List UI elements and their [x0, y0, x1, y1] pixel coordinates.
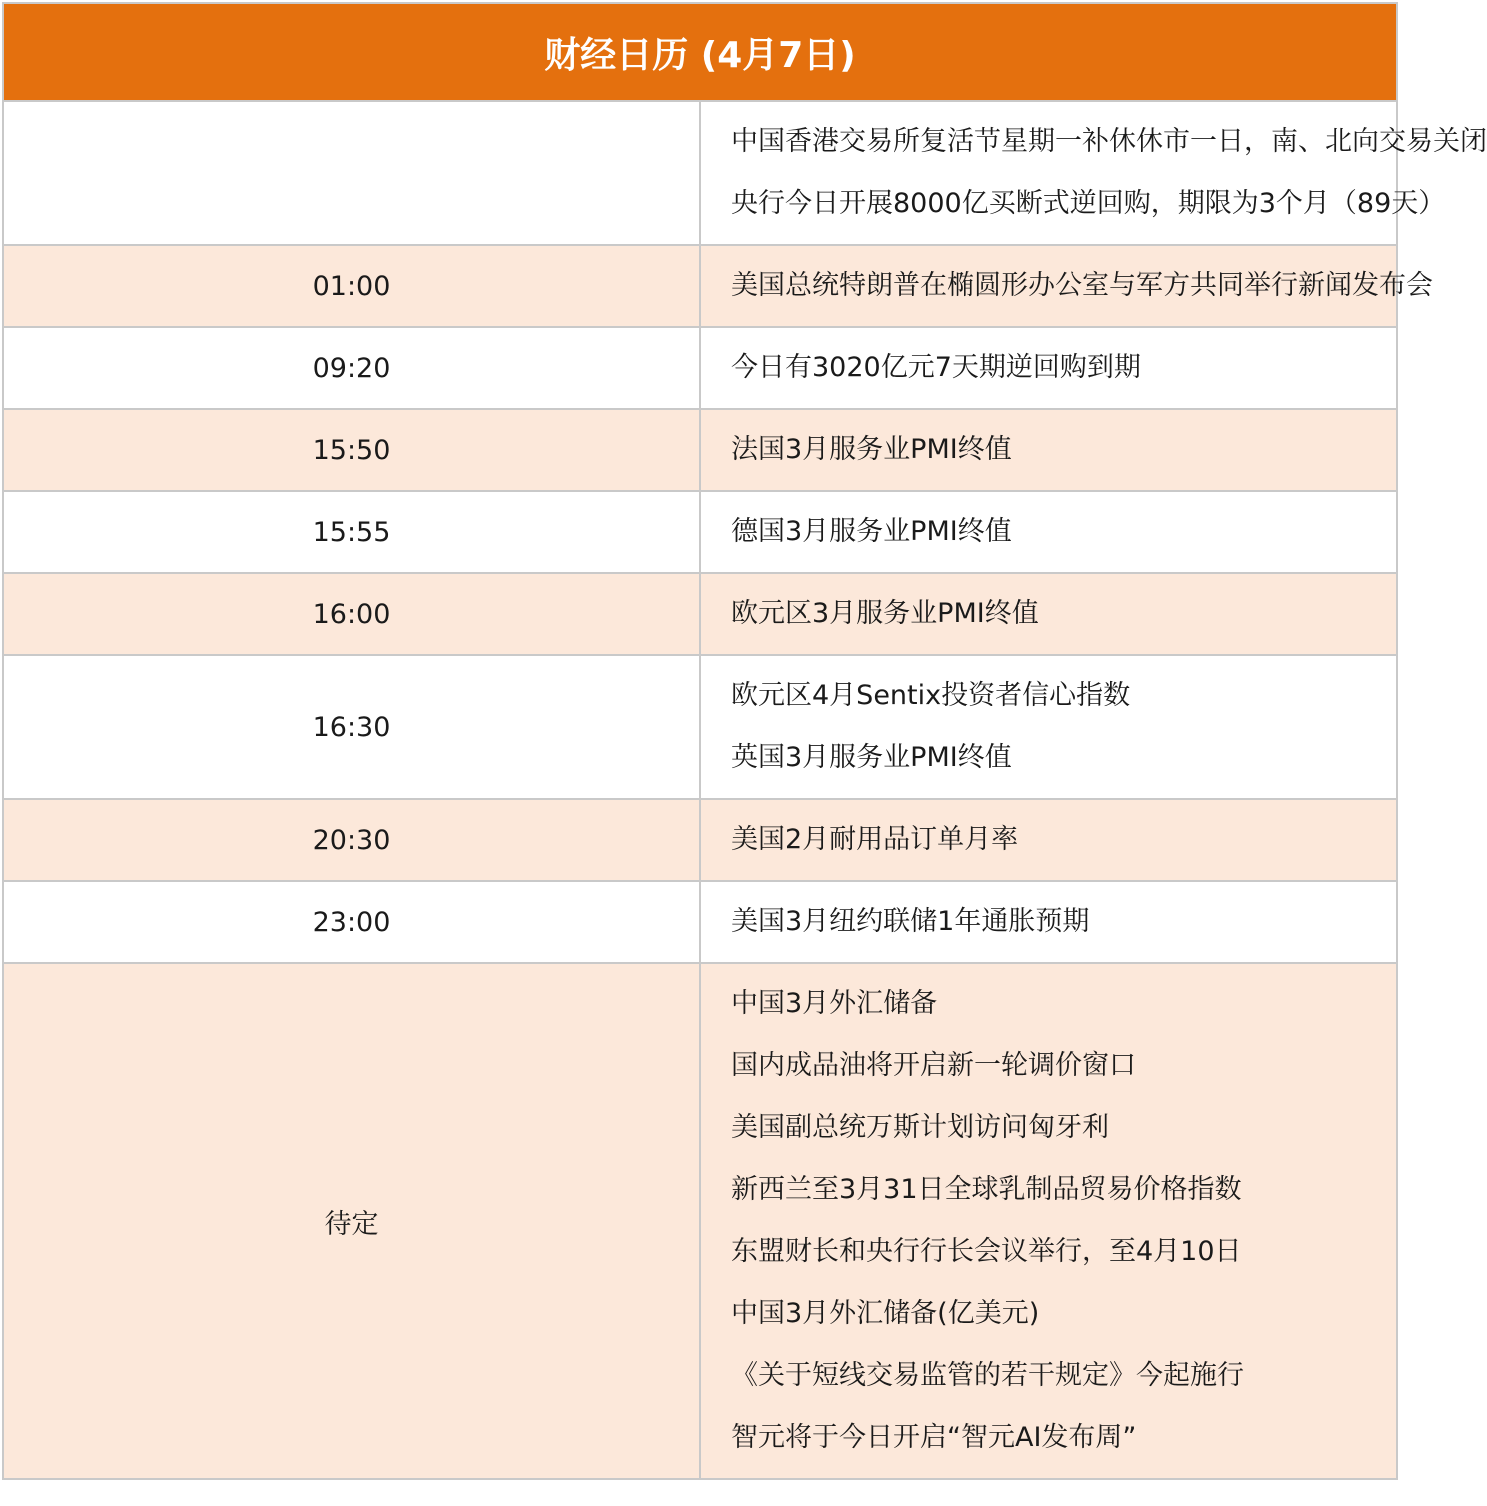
title-row	[3, 3, 1397, 101]
event-cell	[700, 573, 1397, 655]
event-text: 智元将于今日开启“智元AI发布周”	[731, 1422, 1137, 1453]
table-row	[3, 881, 1397, 963]
table-row	[3, 655, 1397, 799]
event-cell	[700, 327, 1397, 409]
calendar-table	[2, 2, 1487, 1480]
time-cell: 15:50	[3, 409, 700, 491]
event-text: 今日有3020亿元7天期逆回购到期	[731, 352, 1141, 383]
event-text: 《关于短线交易监管的若干规定》今起施行	[731, 1360, 1244, 1391]
table-row	[3, 573, 1397, 655]
table-row	[3, 963, 1397, 1479]
event-cell	[700, 881, 1397, 963]
time-cell: 16:30	[3, 655, 700, 799]
event-text: 中国3月外汇储备	[731, 988, 938, 1019]
event-cell	[700, 963, 1397, 1479]
event-text: 英国3月服务业PMI终值	[731, 742, 1012, 773]
event-cell	[700, 491, 1397, 573]
event-text: 央行今日开展8000亿买断式逆回购，期限为3个月（89天）	[731, 188, 1446, 219]
time-cell: 待定	[3, 963, 700, 1479]
calendar-title: 财经日历 (4月7日)	[3, 3, 1397, 101]
event-text: 法国3月服务业PMI终值	[731, 434, 1012, 465]
event-cell	[700, 245, 1433, 327]
event-text: 中国3月外汇储备(亿美元)	[731, 1298, 1040, 1329]
table-row	[3, 245, 1397, 327]
time-cell: 09:20	[3, 327, 700, 409]
table-row	[3, 327, 1397, 409]
event-text: 中国香港交易所复活节星期一补休休市一日，南、北向交易关闭	[731, 126, 1487, 157]
table-row	[3, 799, 1397, 881]
table-row	[3, 409, 1397, 491]
time-cell: 15:55	[3, 491, 700, 573]
event-text: 新西兰至3月31日全球乳制品贸易价格指数	[731, 1174, 1242, 1205]
event-text: 德国3月服务业PMI终值	[731, 516, 1012, 547]
event-text: 美国副总统万斯计划访问匈牙利	[731, 1112, 1109, 1143]
event-cell	[700, 655, 1397, 799]
event-text: 国内成品油将开启新一轮调价窗口	[731, 1050, 1136, 1081]
time-cell	[3, 101, 700, 245]
event-text: 美国2月耐用品订单月率	[731, 824, 1019, 855]
table-row	[3, 491, 1397, 573]
time-cell: 20:30	[3, 799, 700, 881]
event-text: 美国总统特朗普在椭圆形办公室与军方共同举行新闻发布会	[731, 270, 1433, 301]
time-cell: 01:00	[3, 245, 700, 327]
event-cell	[700, 101, 1487, 245]
event-text: 东盟财长和央行行长会议举行，至4月10日	[731, 1236, 1242, 1267]
event-text: 美国3月纽约联储1年通胀预期	[731, 906, 1090, 937]
table-row	[3, 101, 1397, 245]
event-cell	[700, 409, 1397, 491]
event-cell	[700, 799, 1397, 881]
event-text: 欧元区4月Sentix投资者信心指数	[731, 680, 1131, 711]
time-cell: 16:00	[3, 573, 700, 655]
time-cell: 23:00	[3, 881, 700, 963]
event-text: 欧元区3月服务业PMI终值	[731, 598, 1039, 629]
